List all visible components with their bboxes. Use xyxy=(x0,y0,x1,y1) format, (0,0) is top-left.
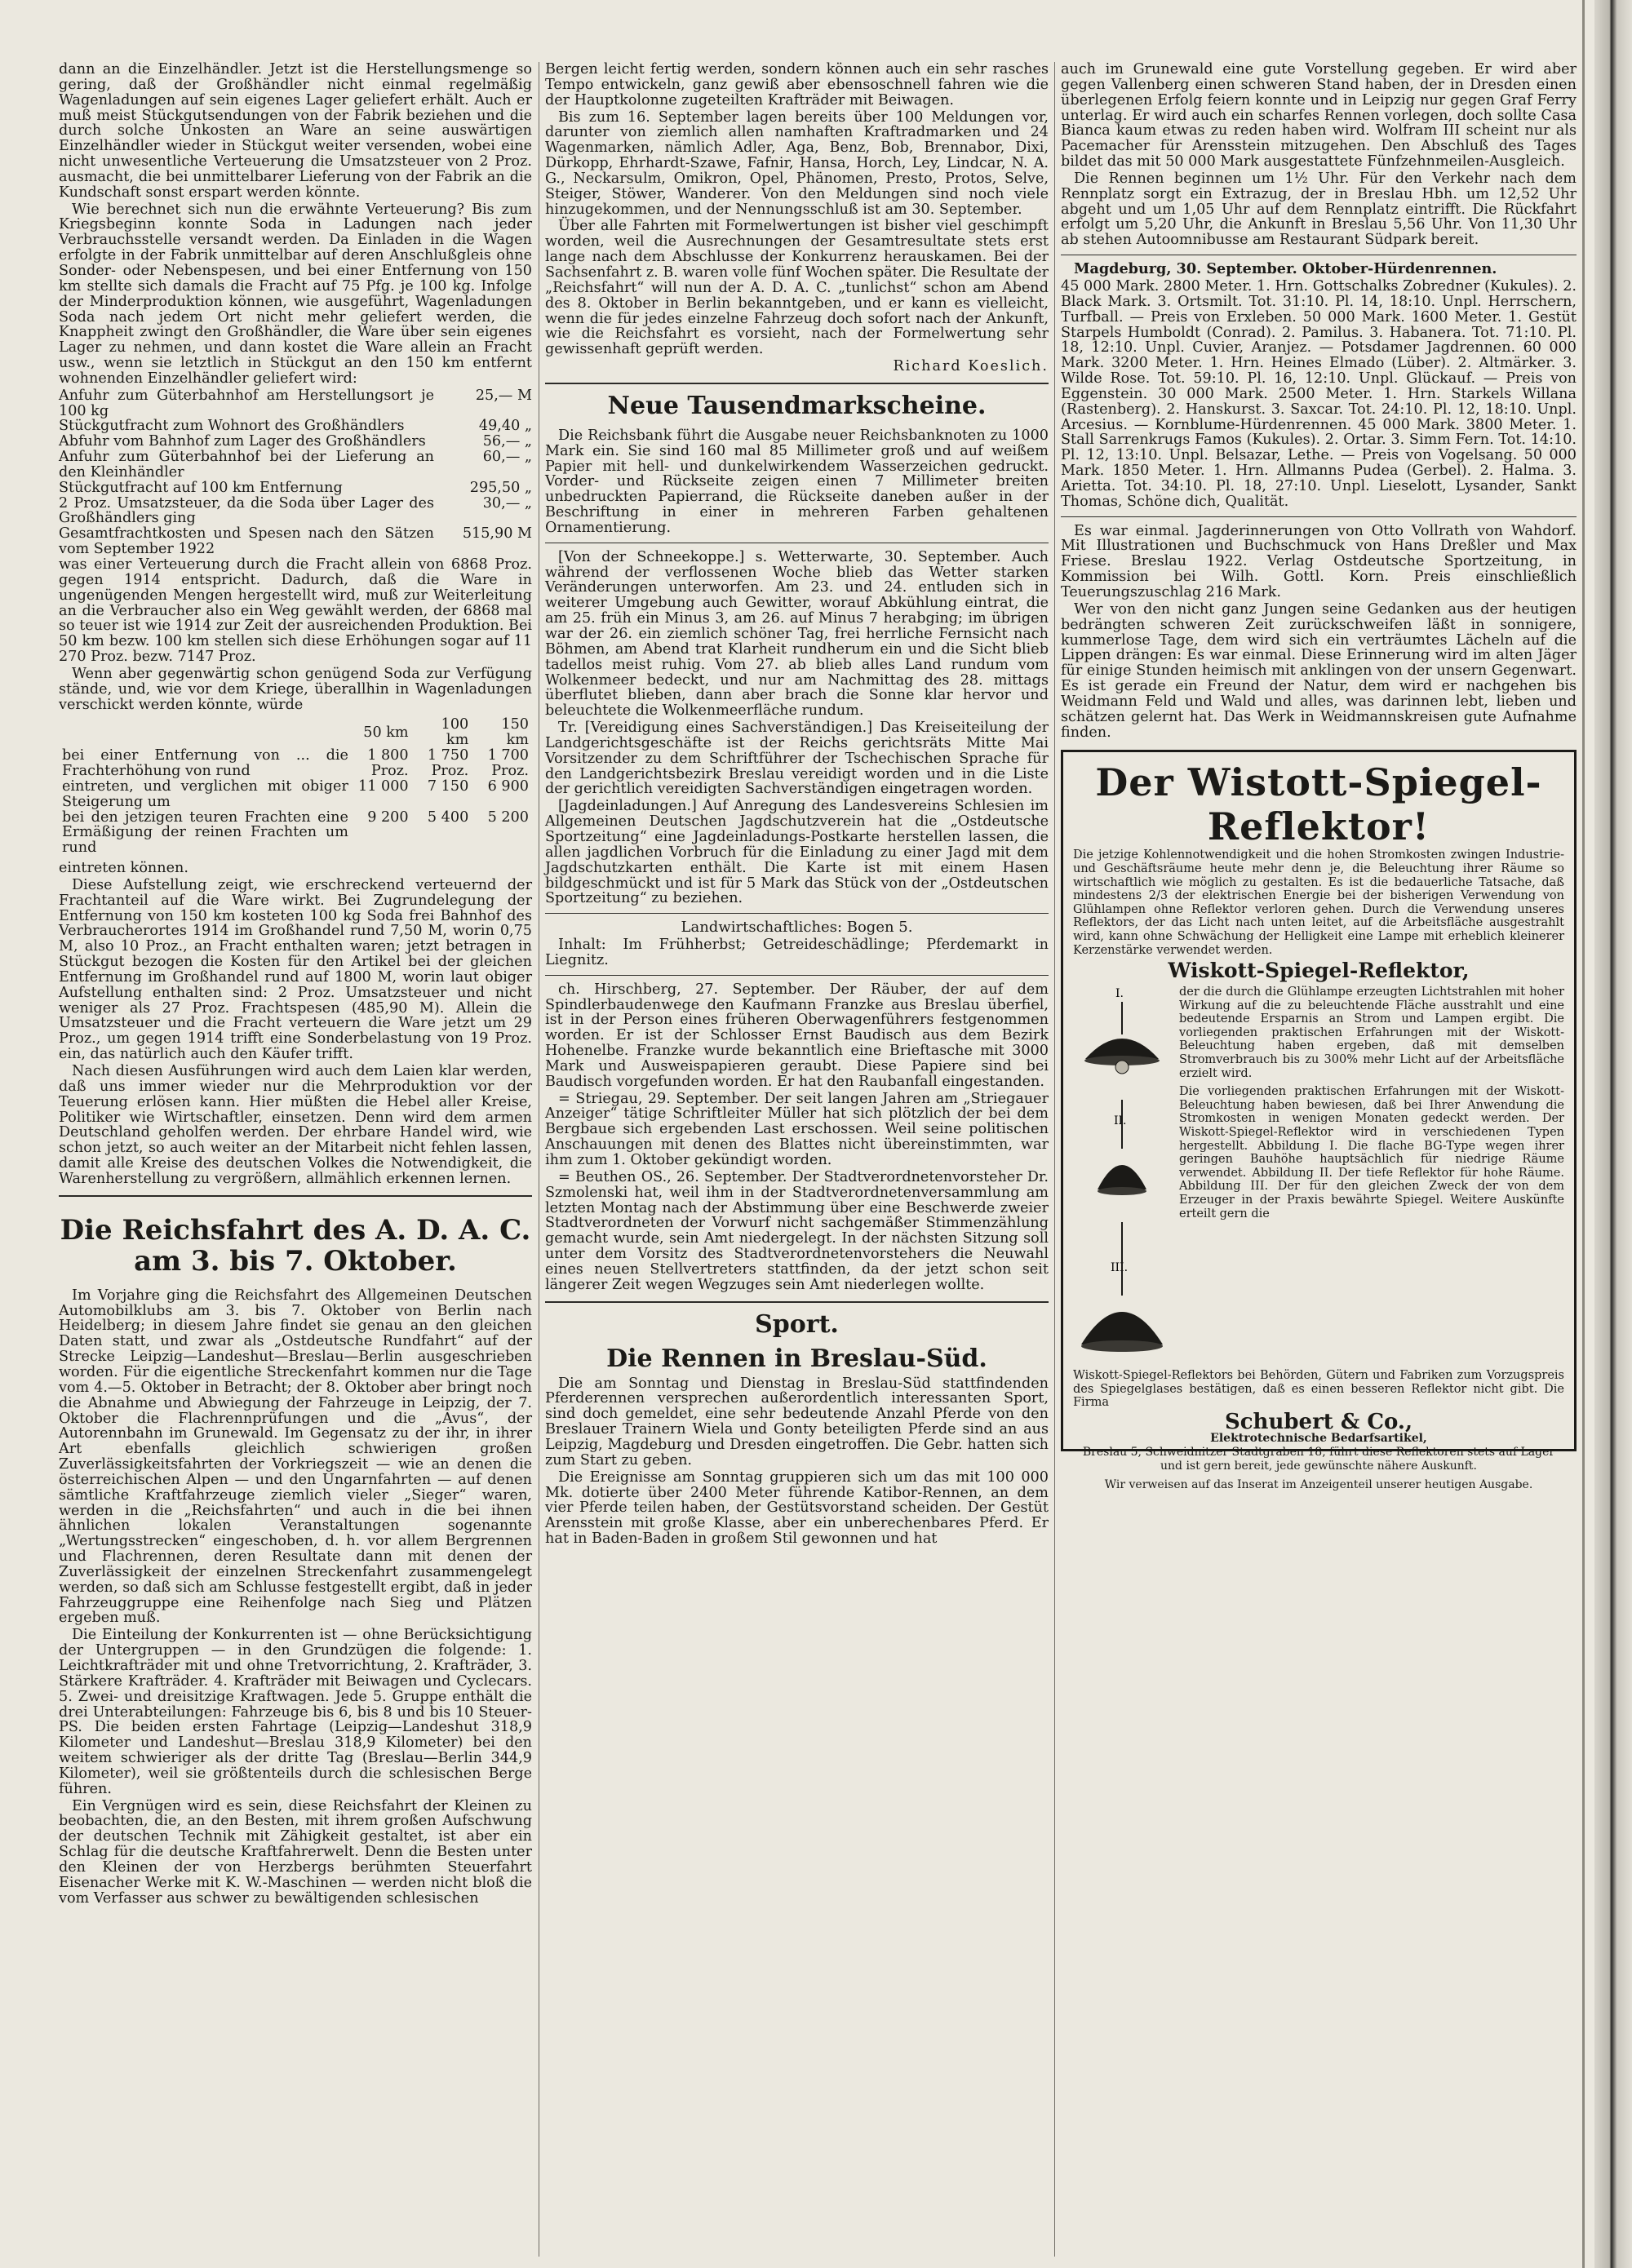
body-paragraph: Nach diesen Ausführungen wird auch dem Laien klar werden, daß uns immer wieder nur die Mehrproduktion vor der Teuerung erlösen kann. Hier müßten die Hebel aller Kreise, Politiker wie Wirtschaftler, einsetzen. Denn wird dem armen Deutschland geholfen werden. Der ehrbare Handel wird, wie schon jetzt, so auch weiter an der Mitarbeit nicht fehlen lassen, damit alle Kreise des deutschen Volkes die Notwendigkeit, die Warenherstellung zu vergrößern, allmählich erkennen lernen. xyxy=(59,1063,532,1187)
freight-comparison-table xyxy=(59,717,532,856)
book-review: Wer von den nicht ganz Jungen seine Gedanken aus der heutigen bedrängten schweren Zeit zurückschweifen läßt in sonnigere, kummerlose Tage, dem wird sich ein verträumtes Lächeln auf die Lippen drängen: Es war einmal. Diese Erinnerung wird im alten Jäger für einige Stunden heimisch mit anklingen von der unsern Gegenwart. Es ist gerade ein Freund der Natur, dem wird er nachgehen bis Weidmann Feld und Wald und alles, was darinnen lebt, lieben und schätzen gelernt hat. Das Werk in Weidmannskreisen gute Aufnahme finden. xyxy=(1061,600,1577,741)
scan-edge-line xyxy=(1582,0,1585,2268)
notice-paragraph: Die Reichsbank führt die Ausgabe neuer Reichsbanknoten zu 1000 Mark ein. Sie sind 160 mal 85 Millimeter groß und auf weißem Papier mit hell- und dunkelwirkendem Wasserzeichen gedruckt. Vorder- und Rückseite zeigen einen 7 Millimeter breiten unbedruckten Papierrand, die Rückseite daneben außer in der Beschriftung in einer in mehreren Farben gehaltenen Ornamentierung. xyxy=(545,427,1049,536)
sport-paragraph: auch im Grunewald eine gute Vorstellung gegeben. Er wird aber gegen Vallenberg einen schweren Stand haben, der in Dresden einen überlegenen Erfolg feiern konnte und in Leipzig nur gegen Graf Ferry unterlag. Er wird auch ein scharfes Rennen vorlegen, doch sollte Casa Bianca kaum etwas zu reden haben wird. Wolfram III scheint nur als Pacemacher für Arensstein mitzugehen. Den Abschluß des Tages bildet das mit 50 000 Mark ausgestattete Fünfzehnmeilen-Ausgleich. xyxy=(1061,61,1577,171)
sport-paragraph: Die Rennen beginnen um 1½ Uhr. Für den Verkehr nach dem Rennplatz sorgt ein Extrazug, der in Breslau Hbh. um 12,52 Uhr abgeht und um 1,05 Uhr auf dem Rennplatz eintrifft. Die Rückfahrt erfolgt um 5,20 Uhr, die Ankunft in Breslau 5,56 Uhr. Von 11,30 Uhr ab stehen Autoomnibusse am Restaurant Südpark bereit. xyxy=(1061,170,1577,249)
table-row: Stückgutfracht zum Wohnort des Großhändlers 49,40 „ xyxy=(59,418,532,435)
intro-paragraph: dann an die Einzelhändler. Jetzt ist die Herstellungsmenge so gering, daß der Großhändler nicht einmal regelmäßig Wagenladungen auf sein eigenes Lager geliefert erhält. Auch er muß meist Stückgutsendungen von der Fabrik beziehen und die durch solche Unkosten an Ware an seine auswärtigen Einzelhändler wieder in Stückgut weiter versenden, wobei eine nicht unwesentliche Verteuerung die Umsatzsteuer von 2 Proz. ausmacht, die bei unmittelbarer Lieferung von der Fabrik an die Kundschaft sonst erspart werden könnte. xyxy=(59,61,532,201)
court-paragraph: Tr. [Vereidigung eines Sachverständigen.] Das Kreiseiteilung der Landgerichtsgeschäfte ist der Reichs gerichtsräts Mitte Mai Vorsitzender zu dem Schriftführer der Tschechischen Sprache für den Landgerichtsbezirk Breslau vereidigt worden und in die Liste der gerichtlich vereidigten Sachverständigen eingetragen worden. xyxy=(545,720,1049,798)
sport-paragraph: Die am Sonntag und Dienstag in Breslau-Süd stattfindenden Pferderennen versprechen außerordentlich interessanten Sport, sind doch gemeldet, eine sehr bedeutende Anzahl Pferde von den Breslauer Trainern Wiela und Gonty beteiligten Pferde sind an aus Leipzig, Magdeburg und Dresden eingetroffen. Die Gebr. hatten sich zum Start zu geben. xyxy=(545,1375,1049,1468)
article-headline: Die Reichsfahrt des A. D. A. C. am 3. bis 7. Oktober. xyxy=(60,1213,531,1278)
table-row: Anfuhr zum Güterbahnhof am Herstellungsort je 100 kg 25,— M xyxy=(59,387,532,419)
scan-page-edge xyxy=(1594,0,1632,2268)
section-heading-sport: Sport. xyxy=(755,1309,839,1339)
ad-body: Die vorliegenden praktischen Erfahrungen mit der Wiskott-Beleuchtung haben bewiesen, daß bei Ihrer Anwendung die Stromkosten in wenigen Monaten gedeckt werden. Der Wiskott-Spiegel-Reflektor wird in verschiedenen Typen hergestellt. Abbildung I. Die flache BG-Type wegen ihrer geringen Bauhöhe hauptsächlich für niedrige Räume verwendet. Abbildung II. Der tiefe Reflektor für hohe Räume. Abbildung III. Der für den gleichen Zweck der von dem Erzeuger in der Praxis bewährte Spiegel. Weitere Auskünfte erteilt gern die xyxy=(1179,1085,1564,1220)
race-results: 45 000 Mark. 2800 Meter. 1. Hrn. Gottschalks Zobredner (Kukules). 2. Black Mark. 3. Ortsmilt. Tot. 31:10. Pl. 14, 18:10. Unpl. Herrschern, Turfball. — Preis von Erxleben. 50 000 Mark. 1600 Meter. 1. Gestüt Starpels Humboldt (Conrad). 2. Pamilus. 3. Habanera. Tot. 71:10. Pl. 18, 12:10. Unpl. Cuvier, Aranjez. — Potsdamer Jagdrennen. 60 000 Mark. 3200 Meter. 1. Hrn. Heines Elmado (Lüber). 2. Altmärker. 3. Wilde Rose. Tot. 59:10. Pl. 16, 12:10. Unpl. Glückauf. — Preis von Eggenstein. 30 000 Mark. 2500 Meter. 1. Hrn. Starkels Willana (Rastenberg). 2. Hanskurst. 3. Saxcar. Tot. 24:10. Pl. 12, 18:10. Unpl. Arcesius. — Kornblume-Hürdenrennen. 45 000 Mark. 3800 Meter. 1. Stall Sarrenkrugs Famos (Kukules). 2. Ortar. 3. Simm Fern. Tot. 14:10. Pl. 12, 13:10. Unpl. Belsazar, Lethe. — Preis von Vogelsang. 50 000 Mark. 1850 Meter. 1. Hrn. Allmanns Pudea (Gerbel). 2. Halma. 3. Arietta. Tot. 34:10. Pl. 18, 27:10. Unpl. Lieselott, Lysander, Sankt Thomas, Schöne dich, Qualität. xyxy=(1061,277,1577,510)
table-row: 2 Proz. Umsatzsteuer, da die Soda über Lager des Großhändlers ging 30,— „ xyxy=(59,494,532,527)
reflector-lamp-icon xyxy=(1073,986,1171,1369)
body-paragraph: was einer Verteuerung durch die Fracht allein von 6868 Proz. gegen 1914 entspricht. Dadurch, daß die Ware in ungenügenden Mengen hergestellt wird, muß zur Weiterleitung an die Verbraucher also ein Weg gewählt werden, der 6868 mal so teuer ist wie 1914 zur Zeit der ausreichenden Produktion. Bei 50 km bezw. 100 km stellen sich diese Erhöhungen sogar auf 11 270 Proz. bezw. 7147 Proz. xyxy=(59,556,532,666)
column-2 xyxy=(545,62,1049,1548)
column-3 xyxy=(1061,61,1577,1491)
lamp-illustrations xyxy=(1073,986,1171,1369)
table-row: eintreten, und verglichen mit obiger Steigerung um 11 000 7 150 6 900 xyxy=(62,777,529,810)
table-row: bei einer Entfernung von ... die Frachterhöhung von rund 1 800 Proz. 1 750 Proz. 1 700 Proz. xyxy=(62,747,529,779)
news-headline: Neue Tausendmarkscheine. xyxy=(607,391,987,420)
sport-paragraph: Die Ereignisse am Sonntag gruppieren sich um das mit 100 000 Mk. dotierte über 2400 Meter führende Katibor-Rennen, an dem vier Pferde teilen haben, der Gestütsvorstand scheiden. Der Gestüt Arensstein mit große Klasse, aber ein unberechenbares Pferd. Er hat in Baden-Baden in großem Stil gewonnen und hat xyxy=(545,1468,1049,1548)
supplement-content: Inhalt: Im Frühherbst; Getreideschädlinge; Pferdemarkt in Liegnitz. xyxy=(545,937,1049,968)
figure-label: III. xyxy=(1111,1261,1129,1275)
section-divider xyxy=(545,975,1049,976)
ad-title: Der Wistott-Spiegel-Reflektor! xyxy=(1095,760,1542,849)
body-paragraph: Diese Aufstellung zeigt, wie erschreckend verteuernd der Frachtanteil auf die Ware wirkt. Bei Zugrundelegung der Entfernung von 150 km kosteten 100 kg Soda frei Bahnhof des Verbraucherortes 1914 im Großhandel rund 7,50 M, worin 0,75 M, also 10 Proz., an Fracht enthalten waren; jetzt betragen in Stückgut bezogen die Kosten für den Artikel bei der gleichen Entfernung im Großhandel rund auf 1800 M, worin laut obiger Aufstellung enthalten sind: 2 Proz. Umsatzsteuer und nicht weniger als 27 Proz. Frachtspesen (485,90 M). Allein die Umsatzsteuer und die Fracht verteuern die Ware jetzt um 29 Proz., um gegen 1914 trifft eine Sonderbelastung von 19 Proz. ein, das natürlich auch den Käufer trifft. xyxy=(59,876,532,1063)
table-row: Stückgutfracht auf 100 km Entfernung 295,50 „ xyxy=(59,479,532,496)
ad-body: Wiskott-Spiegel-Reflektors bei Behörden, Gütern und Fabriken zum Vorzugspreis des Spiegelglases bestätigen, daß es einen besseren Reflektor nicht gibt. Die Firma xyxy=(1073,1369,1564,1410)
ad-body: der die durch die Glühlampe erzeugten Lichtstrahlen mit hoher Wirkung auf die zu beleuchtende Fläche ausstrahlt und eine bedeutende Ersparnis an Strom und Lampen ergibt. Die vorliegenden praktischen Erfahrungen mit der Wiskott-Beleuchtung haben ergeben, daß mit demselben Stromverbrauch bis zu 300% mehr Licht auf der Arbeitsfläche erzielt wird. xyxy=(1179,986,1564,1080)
table-row: Abfuhr vom Bahnhof zum Lager des Großhändlers 56,— „ xyxy=(59,433,532,450)
race-results-heading: Magdeburg, 30. September. Oktober-Hürdenrennen. xyxy=(1074,260,1497,278)
local-news-paragraph: ch. Hirschberg, 27. September. Der Räuber, der auf dem Spindlerbaudenwege den Kaufmann Franzke aus Breslau überfiel, ist in der Person eines früheren Oberwagenführers festgenommen worden. Er ist der Schlosser Ernst Baudisch aus dem Bezirk Hohenelbe. Franzke wurde bekanntlich eine Brieftasche mit 3000 Mark und Ausweispapieren geraubt. Diese Papiere sind bei Baudisch vorgefunden worden. Er hat den Raubanfall eingestanden. xyxy=(545,981,1049,1090)
section-divider xyxy=(545,383,1049,384)
article-paragraph: Über alle Fahrten mit Formelwertungen ist bisher viel geschimpft worden, weil die Ausrechnungen der Gesamtresultate stets erst lange nach dem Abschlusse der Konkurrenz herauskamen. Bei der Sachsenfahrt z. B. waren volle fünf Wochen später. Die Resultate der „Reichsfahrt“ will nun der A. D. A. C. „tunlichst“ schon am Abend des 8. Oktober in Berlin bekanntgeben, und er kann es vielleicht, wenn die für jedes einzelne Fahrzeug doch sofort nach der Ankunft, wie die Reichsfahrt es vorsieht, nach der Formelwertung sehr gewissenhaft geprüft werden. xyxy=(545,218,1049,358)
intro-paragraph: Wie berechnet sich nun die erwähnte Verteuerung? Bis zum Kriegsbeginn konnte Soda in Ladungen nach jeder Verbrauchsstelle versandt werden. Da Einladen in die Wagen erfolgte in der Fabrik unmittelbar auf deren Anschlußgleis ohne Sonder- oder Nebenspesen, und bei einer Entfernung von 150 km stellte sich damals die Fracht auf 75 Pfg. je 100 kg. Infolge der Minderproduktion können, wie ausgeführt, Wagenladungen Soda nach jedem Ort nicht mehr geliefert werden, die Knappheit zwingt den Großhändler, die Ware über sein eigenes Lager zu nehmen, und dann kostet die Ware allein an Fracht usw., wenn sie letztlich in Stückgut an den 150 km entfernt wohnenden Einzelhändler geliefert wird: xyxy=(59,201,532,387)
hunt-paragraph: [Jagdeinladungen.] Auf Anregung des Landesvereins Schlesien im Allgemeinen Deutschen Jagdschutzverein hat die „Ostdeutsche Sportzeitung“ eine Jagdeinladungs-Postkarte herstellen lassen, die allen jagdlichen Vorbruch für die Einladung zu einer Jagd mit dem Jagdschutzkarten enthält. Die Karte ist mit einem Hasen bildgeschmückt und ist für 5 Mark das Stück von der „Ostdeutschen Sportzeitung“ zu beziehen. xyxy=(545,798,1049,907)
body-paragraph: Wenn aber gegenwärtig schon genügend Soda zur Verfügung stände, und, wie vor dem Kriege, überallhin in Wagenladungen verschickt werden könnte, würde xyxy=(59,665,532,713)
section-divider xyxy=(545,1301,1049,1303)
local-news-paragraph: = Beuthen OS., 26. September. Der Stadtverordnetenvorsteher Dr. Szmolenski hat, weil ihm in der Stadtverordnetenversammlung am letzten Montag nach der Abstimmung über eine Beschwerde zweier Stadtverordneten der Vorwurf nicht sachgemäßer Stimmenzählung gemacht wurde, sein Amt niedergelegt. In der nächsten Sitzung soll unter dem Vorsitz des Stadtverordnetenvorstehers die Neuwahl eines neuen Stellvertreters stattfinden, da der jetzt schon seit längerer Zeit wegen Wegzuges sein Amt niederlegen wollte. xyxy=(545,1168,1049,1293)
ad-company-name: Schubert & Co., xyxy=(1224,1409,1413,1434)
table-header-row: 50 km 100 km 150 km xyxy=(363,716,529,749)
table-row: bei den jetzigen teuren Frachten eine Ermäßigung der reinen Frachten um rund 9 200 5 400 5 200 xyxy=(62,808,529,857)
column-rule-2 xyxy=(1054,62,1055,2257)
supplement-title: Landwirtschaftliches: Bogen 5. xyxy=(681,919,913,937)
table-row-total: Gesamtfrachtkosten und Spesen nach den Sätzen vom September 1922 515,90 M xyxy=(59,525,532,558)
weather-paragraph: [Von der Schneekoppe.] s. Wetterwarte, 30. September. Auch während der verflossenen Woche blieb das Wetter starken Veränderungen unterworfen. Am 23. und 24. entluden sich in weiterer Umgebung auch Gewitter, worauf Abkühlung eintrat, die am 25. früh ein Minus 3, am 26. auf Minus 7 herabging; im übrigen war der 26. ein ziemlich schöner Tag, frei herrliche Fernsicht nach Böhmen, am Abend trat Klarheit rundherum ein und die Sicht blieb tadellos meist ruhig. Vom 27. ab blieb alles Land rundum vom Wolkenmeer bedeckt, und nur am Nachmittag des 28. mittags überflutet blieben, dann aber brach die Sonne klar hervor und beleuchtete die Wolkenmeerfläche rundum. xyxy=(545,548,1049,720)
author-signature: Richard Koeslich. xyxy=(893,358,1049,375)
freight-cost-table xyxy=(59,388,532,557)
book-review: Es war einmal. Jagderinnerungen von Otto Vollrath von Wahdorf. Mit Illustrationen und Buchschmuck von Hans Dreßler und Max Friese. Breslau 1922. Verlag Ostdeutsche Sportzeitung, in Kommission bei Wilh. Gottl. Korn. Preis einschließlich Teuerungszuschlag 216 Mark. xyxy=(1061,522,1577,600)
article-paragraph: Bis zum 16. September lagen bereits über 100 Meldungen vor, darunter von ziemlich allen namhaften Kraftradmarken und 24 Wagenmarken, nämlich Adler, Aga, Benz, Bob, Brennabor, Dixi, Dürkopp, Ehrhardt-Szawe, Fafnir, Hansa, Horch, Ley, Lindcar, N. A. G., Neckarsulm, Omikron, Opel, Phänomen, Presto, Protos, Selve, Steiger, Stöwer, Wanderer. Von den Meldungen sind noch viele hinzugekommen, und der Nennungsschluß ist am 30. September. xyxy=(545,109,1049,218)
table-row: Anfuhr zum Güterbahnhof bei der Lieferung an den Kleinhändler 60,— „ xyxy=(59,449,532,481)
section-divider xyxy=(59,1195,532,1197)
ad-subtitle: Wiskott-Spiegel-Reflektor, xyxy=(1168,959,1470,983)
section-divider xyxy=(545,913,1049,914)
ad-body: Die jetzige Kohlennotwendigkeit und die hohen Stromkosten zwingen Industrie- und Geschäftsräume heute mehr denn je, die Beleuchtung ihrer Räume so wirtschaftlich wie möglich zu gestalten. Es ist die bedauerliche Tatsache, daß mindestens 2/3 der elektrischen Energie bei der bisherigen Verwendung von Glühlampen ohne Reflektor verloren gehen. Durch die Verwendung unseres Reflektors, der das Licht nach unten leitet, auf die Arbeitsfläche ausgestrahlt wird, kann ohne Schwächung der Helligkeit eine Lampe mit erheblich kleinerer Kerzenstärke verwendet werden. xyxy=(1073,848,1564,957)
article-paragraph: Im Vorjahre ging die Reichsfahrt des Allgemeinen Deutschen Automobilklubs am 3. bis 7. Oktober von Berlin nach Heidelberg; in diesem Jahre findet sie genau an den gleichen Daten statt, und zwar als „Ostdeutsche Rundfahrt“ auf der Strecke Leipzig—Landeshut—Breslau—Berlin ausgeschrieben worden. Für die eigentliche Streckenfahrt kommen nur die Tage vom 4.—5. Oktober in Betracht; der 8. Oktober aber bringt noch die Abnahme und Abwiegung der Fahrzeuge in Leipzig, der 7. Oktober die Flachrennprüfungen und die „Avus“, der Autorennbahn im Grunewald. Im Gegensatz zu der ihr, in ihrer Art ebenfalls gleichlich schwierigen großen Zuverlässigkeitsfahrten der Vorkriegszeit — wie an denen die österreichischen Alpen — und den Ungarnfahrten — auf denen sämtliche Kraftfahrzeuge ziemlich vieler „Sieger“ waren, werden in die „Reichsfahrten“ und auch in die bei ihnen ähnlichen lokalen Veranstaltungen sogenannte „Wertungsstrecken“ eingeschoben, d. h. vor allem Bergrennen und Flachrennen, deren Resultate dann mit denen der Zuverlässigkeit der einzelnen Streckenfahrt zusammengelegt werden, so daß sich am Schlusse festgestellt ergibt, daß in jeder Fahrzeuggruppe eine Reihenfolge nach Sieg und Plätzen ergeben muß. xyxy=(59,1287,532,1627)
ad-company-address: Breslau 5, Schweidnitzer Stadtgraben 18, führt diese Reflektoren stets auf Lager und ist gern bereit, jede gewünschte nähere Auskunft. xyxy=(1082,1445,1555,1473)
article-paragraph: Bergen leicht fertig werden, sondern können auch ein sehr rasches Tempo entwickeln, ganz gewiß aber ebensoschnell fahren wie die der Hauptkolonne zugeteilten Krafträder mit Beiwagen. xyxy=(545,61,1049,109)
body-paragraph: eintreten können. xyxy=(59,860,188,877)
article-paragraph: Die Einteilung der Konkurrenten ist — ohne Berücksichtigung der Untergruppen — in den Grundzügen die folgende: 1. Leichtkrafträder mit und ohne Tretvorrichtung, 2. Krafträder, 3. Stärkere Krafträder. 4. Krafträder mit Beiwagen und Cyclecars. 5. Zwei- und dreisitzige Kraftwagen. Jede 5. Gruppe enthält die drei Unterabteilungen: Fahrzeuge bis 6, bis 8 und bis 10 Steuer-PS. Die beiden ersten Fahrtage (Leipzig—Landeshut 318,9 Kilometer und Landeshut—Breslau 318,9 Kilometer) bei den weitem schwieriger als der dritte Tag (Breslau—Berlin 344,9 Kilometer), weil sie größtenteils durch die schlesischen Berge führen. xyxy=(59,1627,532,1797)
sport-headline: Die Rennen in Breslau-Süd. xyxy=(606,1344,987,1373)
section-divider xyxy=(1061,516,1577,517)
local-news-paragraph: = Striegau, 29. September. Der seit langen Jahren am „Striegauer Anzeiger“ tätige Schriftleiter Müller hat sich plötzlich der bei dem Bergbaue sich ergebenden Last erschossen. Weil seine politischen Anschauungen mit denen des Blattes nicht übereinstimmten, war ihm zum 1. Oktober gekündigt worden. xyxy=(545,1090,1049,1168)
advertisement xyxy=(1061,750,1577,1491)
ad-company-type: Elektrotechnische Bedarfsartikel, xyxy=(1210,1431,1427,1445)
column-1 xyxy=(59,62,532,1908)
article-paragraph: Ein Vergnügen wird es sein, diese Reichsfahrt der Kleinen zu beobachten, die, an den Besten, mit ihrem großen Aufschwung der deutschen Technik mit Zähigkeit gestaltet, ist aber ein Schlag für die deutsche Kraftfahrerwelt. Denn die Besten unter den Kleinen der von Herzbergs berühmten Steuerfahrt Eisenacher Werke mit K. W.-Maschinen — werden nicht bloß die vom Verfasser aus schwer zu bewältigenden schlesischen xyxy=(59,1797,532,1907)
figure-label: II. xyxy=(1114,1114,1127,1128)
figure-label: I. xyxy=(1115,987,1124,1001)
ad-footer: Wir verweisen auf das Inserat im Anzeigenteil unserer heutigen Ausgabe. xyxy=(1104,1477,1533,1491)
